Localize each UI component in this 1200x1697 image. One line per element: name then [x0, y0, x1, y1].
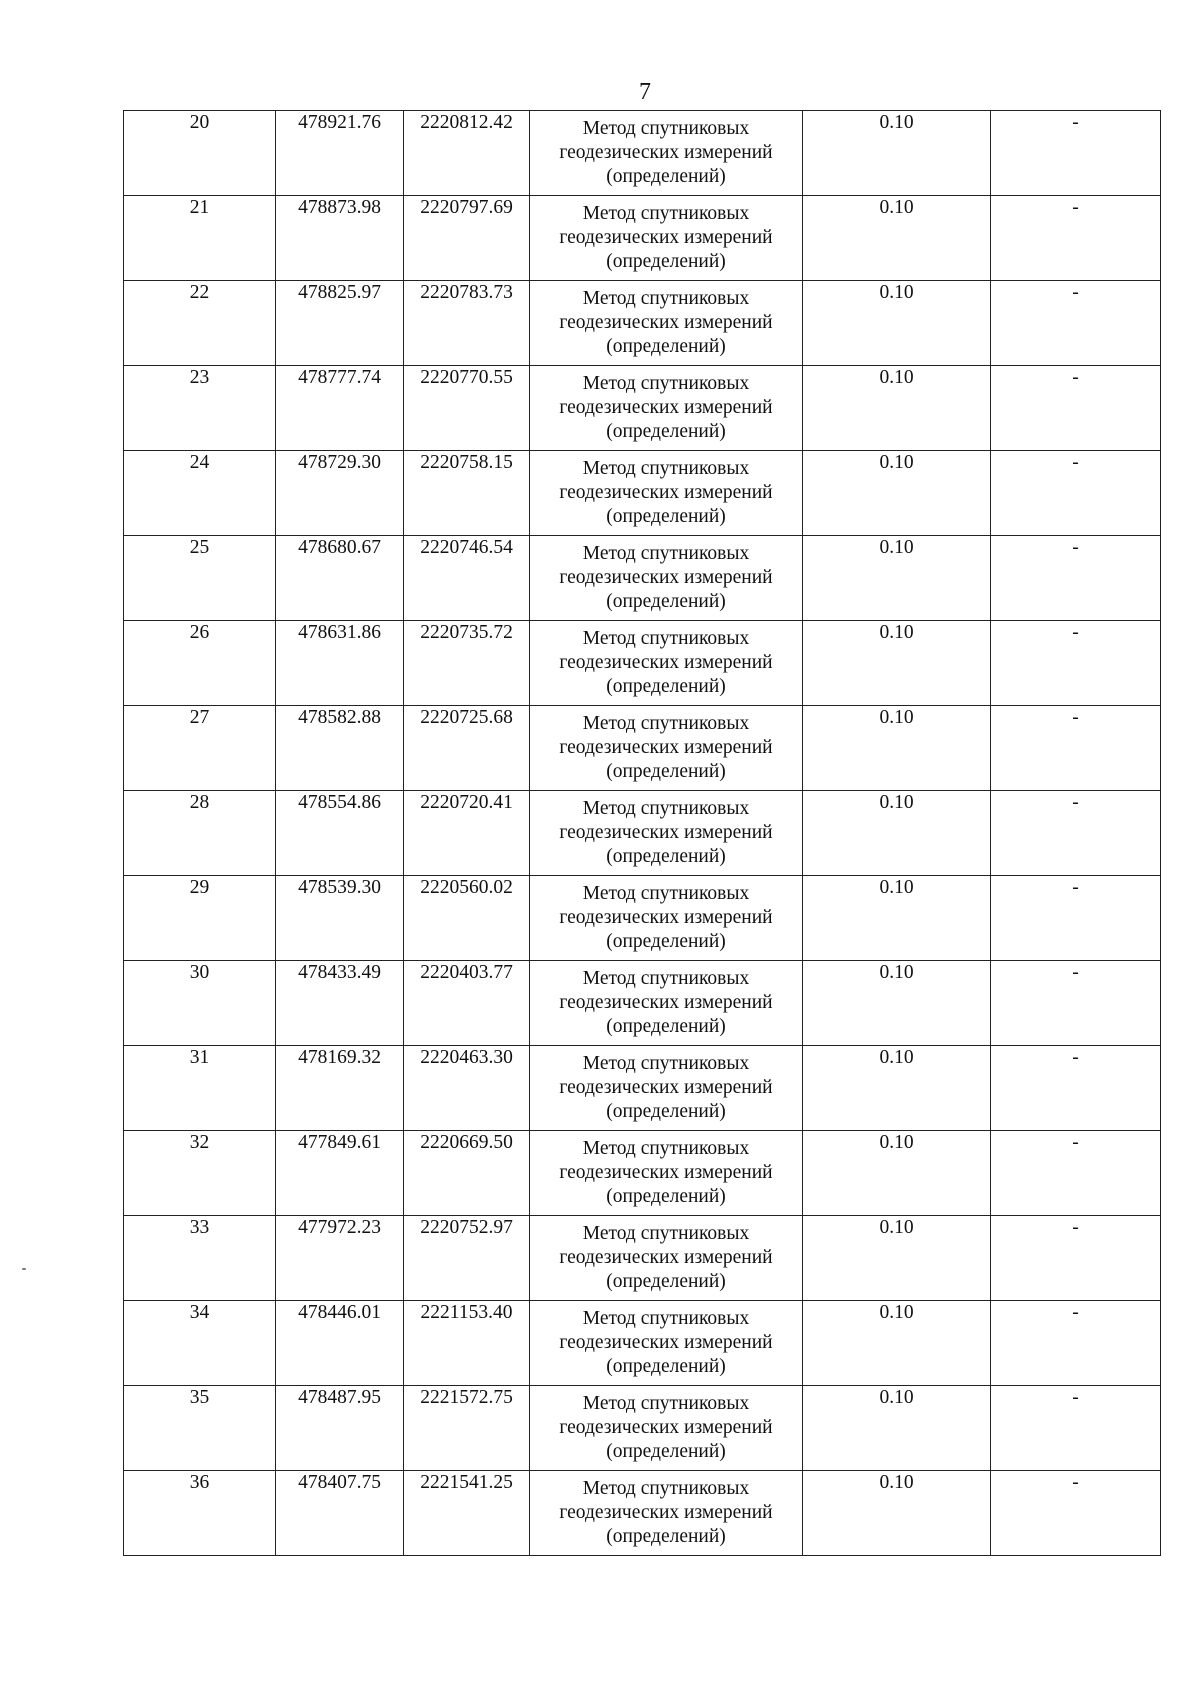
method-line: Метод спутниковых: [582, 1138, 750, 1159]
note-cell: -: [991, 536, 1161, 621]
method-line: Метод спутниковых: [582, 1478, 750, 1499]
y-coordinate-cell: 2220403.77: [404, 961, 530, 1046]
method-cell: [530, 1386, 803, 1471]
method-line: Метод спутниковых: [582, 883, 750, 904]
method-cell: [530, 366, 803, 451]
note-cell: -: [991, 1471, 1161, 1556]
table-row: [124, 111, 1161, 196]
point-number-cell: 29: [124, 876, 276, 961]
point-number-cell: 26: [124, 621, 276, 706]
page-number: 7: [639, 79, 651, 105]
x-coordinate-cell: 478777.74: [276, 366, 404, 451]
method-line: (определений): [606, 1101, 726, 1122]
note-cell: -: [991, 281, 1161, 366]
table-row: [124, 876, 1161, 961]
note-cell: -: [991, 961, 1161, 1046]
method-line: геодезических измерений: [559, 1247, 773, 1268]
point-number-cell: 34: [124, 1301, 276, 1386]
coordinates-table: [123, 110, 1161, 1556]
method-cell: [530, 536, 803, 621]
x-coordinate-cell: 478631.86: [276, 621, 404, 706]
point-number-cell: 24: [124, 451, 276, 536]
note-cell: -: [991, 706, 1161, 791]
note-cell: -: [991, 366, 1161, 451]
method-line: Метод спутниковых: [582, 798, 750, 819]
method-line: Метод спутниковых: [582, 203, 750, 224]
table-row: [124, 281, 1161, 366]
method-cell: [530, 706, 803, 791]
point-number-cell: 20: [124, 111, 276, 196]
method-line: геодезических измерений: [559, 822, 773, 843]
method-line: (определений): [606, 166, 726, 187]
method-line: (определений): [606, 1526, 726, 1547]
method-line: геодезических измерений: [559, 992, 773, 1013]
method-line: (определений): [606, 1441, 726, 1462]
x-coordinate-cell: 478729.30: [276, 451, 404, 536]
point-number-cell: 32: [124, 1131, 276, 1216]
method-line: Метод спутниковых: [582, 1393, 750, 1414]
method-cell: [530, 621, 803, 706]
accuracy-cell: 0.10: [803, 1131, 991, 1216]
y-coordinate-cell: 2220463.30: [404, 1046, 530, 1131]
method-line: геодезических измерений: [559, 312, 773, 333]
table-row: [124, 1471, 1161, 1556]
y-coordinate-cell: 2220812.42: [404, 111, 530, 196]
method-line: (определений): [606, 1271, 726, 1292]
x-coordinate-cell: 477849.61: [276, 1131, 404, 1216]
accuracy-cell: 0.10: [803, 536, 991, 621]
accuracy-cell: 0.10: [803, 1471, 991, 1556]
accuracy-cell: 0.10: [803, 961, 991, 1046]
method-line: геодезических измерений: [559, 737, 773, 758]
method-line: геодезических измерений: [559, 1077, 773, 1098]
table-row: [124, 1301, 1161, 1386]
point-number-cell: 36: [124, 1471, 276, 1556]
method-line: геодезических измерений: [559, 482, 773, 503]
accuracy-cell: 0.10: [803, 1046, 991, 1131]
table-row: [124, 621, 1161, 706]
table-row: [124, 961, 1161, 1046]
note-cell: -: [991, 791, 1161, 876]
y-coordinate-cell: 2220770.55: [404, 366, 530, 451]
note-cell: -: [991, 196, 1161, 281]
accuracy-cell: 0.10: [803, 791, 991, 876]
note-cell: -: [991, 1386, 1161, 1471]
point-number-cell: 27: [124, 706, 276, 791]
method-line: (определений): [606, 846, 726, 867]
accuracy-cell: 0.10: [803, 451, 991, 536]
method-line: Метод спутниковых: [582, 543, 750, 564]
y-coordinate-cell: 2220746.54: [404, 536, 530, 621]
y-coordinate-cell: 2221572.75: [404, 1386, 530, 1471]
y-coordinate-cell: 2220725.68: [404, 706, 530, 791]
accuracy-cell: 0.10: [803, 621, 991, 706]
method-cell: [530, 791, 803, 876]
method-line: (определений): [606, 1356, 726, 1377]
table-row: [124, 1046, 1161, 1131]
method-line: геодезических измерений: [559, 652, 773, 673]
method-line: (определений): [606, 761, 726, 782]
coordinates-table-body: [124, 111, 1161, 1556]
point-number-cell: 30: [124, 961, 276, 1046]
y-coordinate-cell: 2220797.69: [404, 196, 530, 281]
y-coordinate-cell: 2220669.50: [404, 1131, 530, 1216]
method-line: (определений): [606, 506, 726, 527]
method-cell: [530, 1301, 803, 1386]
y-coordinate-cell: 2221541.25: [404, 1471, 530, 1556]
x-coordinate-cell: 478921.76: [276, 111, 404, 196]
method-line: (определений): [606, 421, 726, 442]
accuracy-cell: 0.10: [803, 1216, 991, 1301]
x-coordinate-cell: 478487.95: [276, 1386, 404, 1471]
method-line: геодезических измерений: [559, 907, 773, 928]
point-number-cell: 31: [124, 1046, 276, 1131]
x-coordinate-cell: 478169.32: [276, 1046, 404, 1131]
accuracy-cell: 0.10: [803, 111, 991, 196]
x-coordinate-cell: 478582.88: [276, 706, 404, 791]
table-row: [124, 1216, 1161, 1301]
method-line: (определений): [606, 931, 726, 952]
table-row: [124, 1386, 1161, 1471]
method-line: Метод спутниковых: [582, 118, 750, 139]
table-row: [124, 366, 1161, 451]
x-coordinate-cell: 478407.75: [276, 1471, 404, 1556]
method-line: (определений): [606, 1186, 726, 1207]
method-line: геодезических измерений: [559, 1417, 773, 1438]
accuracy-cell: 0.10: [803, 1386, 991, 1471]
method-line: Метод спутниковых: [582, 628, 750, 649]
note-cell: -: [991, 451, 1161, 536]
method-line: Метод спутниковых: [582, 373, 750, 394]
method-line: геодезических измерений: [559, 1502, 773, 1523]
method-cell: [530, 876, 803, 961]
scan-speck: [22, 1268, 26, 1270]
y-coordinate-cell: 2220783.73: [404, 281, 530, 366]
method-line: геодезических измерений: [559, 397, 773, 418]
method-line: геодезических измерений: [559, 1332, 773, 1353]
point-number-cell: 25: [124, 536, 276, 621]
method-line: (определений): [606, 1016, 726, 1037]
point-number-cell: 35: [124, 1386, 276, 1471]
method-cell: [530, 196, 803, 281]
y-coordinate-cell: 2220752.97: [404, 1216, 530, 1301]
accuracy-cell: 0.10: [803, 281, 991, 366]
method-line: геодезических измерений: [559, 142, 773, 163]
accuracy-cell: 0.10: [803, 706, 991, 791]
method-line: Метод спутниковых: [582, 1053, 750, 1074]
method-line: (определений): [606, 676, 726, 697]
x-coordinate-cell: 478539.30: [276, 876, 404, 961]
note-cell: -: [991, 1216, 1161, 1301]
x-coordinate-cell: 478446.01: [276, 1301, 404, 1386]
point-number-cell: 21: [124, 196, 276, 281]
method-cell: [530, 961, 803, 1046]
x-coordinate-cell: 478680.67: [276, 536, 404, 621]
method-cell: [530, 1216, 803, 1301]
x-coordinate-cell: 478873.98: [276, 196, 404, 281]
table-row: [124, 536, 1161, 621]
y-coordinate-cell: 2220758.15: [404, 451, 530, 536]
method-line: Метод спутниковых: [582, 1223, 750, 1244]
y-coordinate-cell: 2220735.72: [404, 621, 530, 706]
accuracy-cell: 0.10: [803, 1301, 991, 1386]
accuracy-cell: 0.10: [803, 196, 991, 281]
method-line: Метод спутниковых: [582, 458, 750, 479]
method-cell: [530, 1131, 803, 1216]
y-coordinate-cell: 2220720.41: [404, 791, 530, 876]
method-line: (определений): [606, 336, 726, 357]
note-cell: -: [991, 876, 1161, 961]
table-row: [124, 1131, 1161, 1216]
accuracy-cell: 0.10: [803, 366, 991, 451]
note-cell: -: [991, 1046, 1161, 1131]
method-cell: [530, 1471, 803, 1556]
method-cell: [530, 1046, 803, 1131]
method-cell: [530, 451, 803, 536]
method-line: Метод спутниковых: [582, 288, 750, 309]
method-line: геодезических измерений: [559, 227, 773, 248]
point-number-cell: 23: [124, 366, 276, 451]
table-row: [124, 706, 1161, 791]
y-coordinate-cell: 2221153.40: [404, 1301, 530, 1386]
x-coordinate-cell: 478433.49: [276, 961, 404, 1046]
table-row: [124, 451, 1161, 536]
x-coordinate-cell: 478554.86: [276, 791, 404, 876]
point-number-cell: 22: [124, 281, 276, 366]
note-cell: -: [991, 1301, 1161, 1386]
method-line: Метод спутниковых: [582, 713, 750, 734]
note-cell: -: [991, 1131, 1161, 1216]
method-line: Метод спутниковых: [582, 968, 750, 989]
method-line: геодезических измерений: [559, 1162, 773, 1183]
x-coordinate-cell: 478825.97: [276, 281, 404, 366]
y-coordinate-cell: 2220560.02: [404, 876, 530, 961]
method-line: геодезических измерений: [559, 567, 773, 588]
note-cell: -: [991, 621, 1161, 706]
table-row: [124, 791, 1161, 876]
point-number-cell: 33: [124, 1216, 276, 1301]
note-cell: -: [991, 111, 1161, 196]
point-number-cell: 28: [124, 791, 276, 876]
method-line: Метод спутниковых: [582, 1308, 750, 1329]
method-cell: [530, 281, 803, 366]
method-line: (определений): [606, 251, 726, 272]
method-line: (определений): [606, 591, 726, 612]
method-cell: [530, 111, 803, 196]
x-coordinate-cell: 477972.23: [276, 1216, 404, 1301]
accuracy-cell: 0.10: [803, 876, 991, 961]
table-row: [124, 196, 1161, 281]
